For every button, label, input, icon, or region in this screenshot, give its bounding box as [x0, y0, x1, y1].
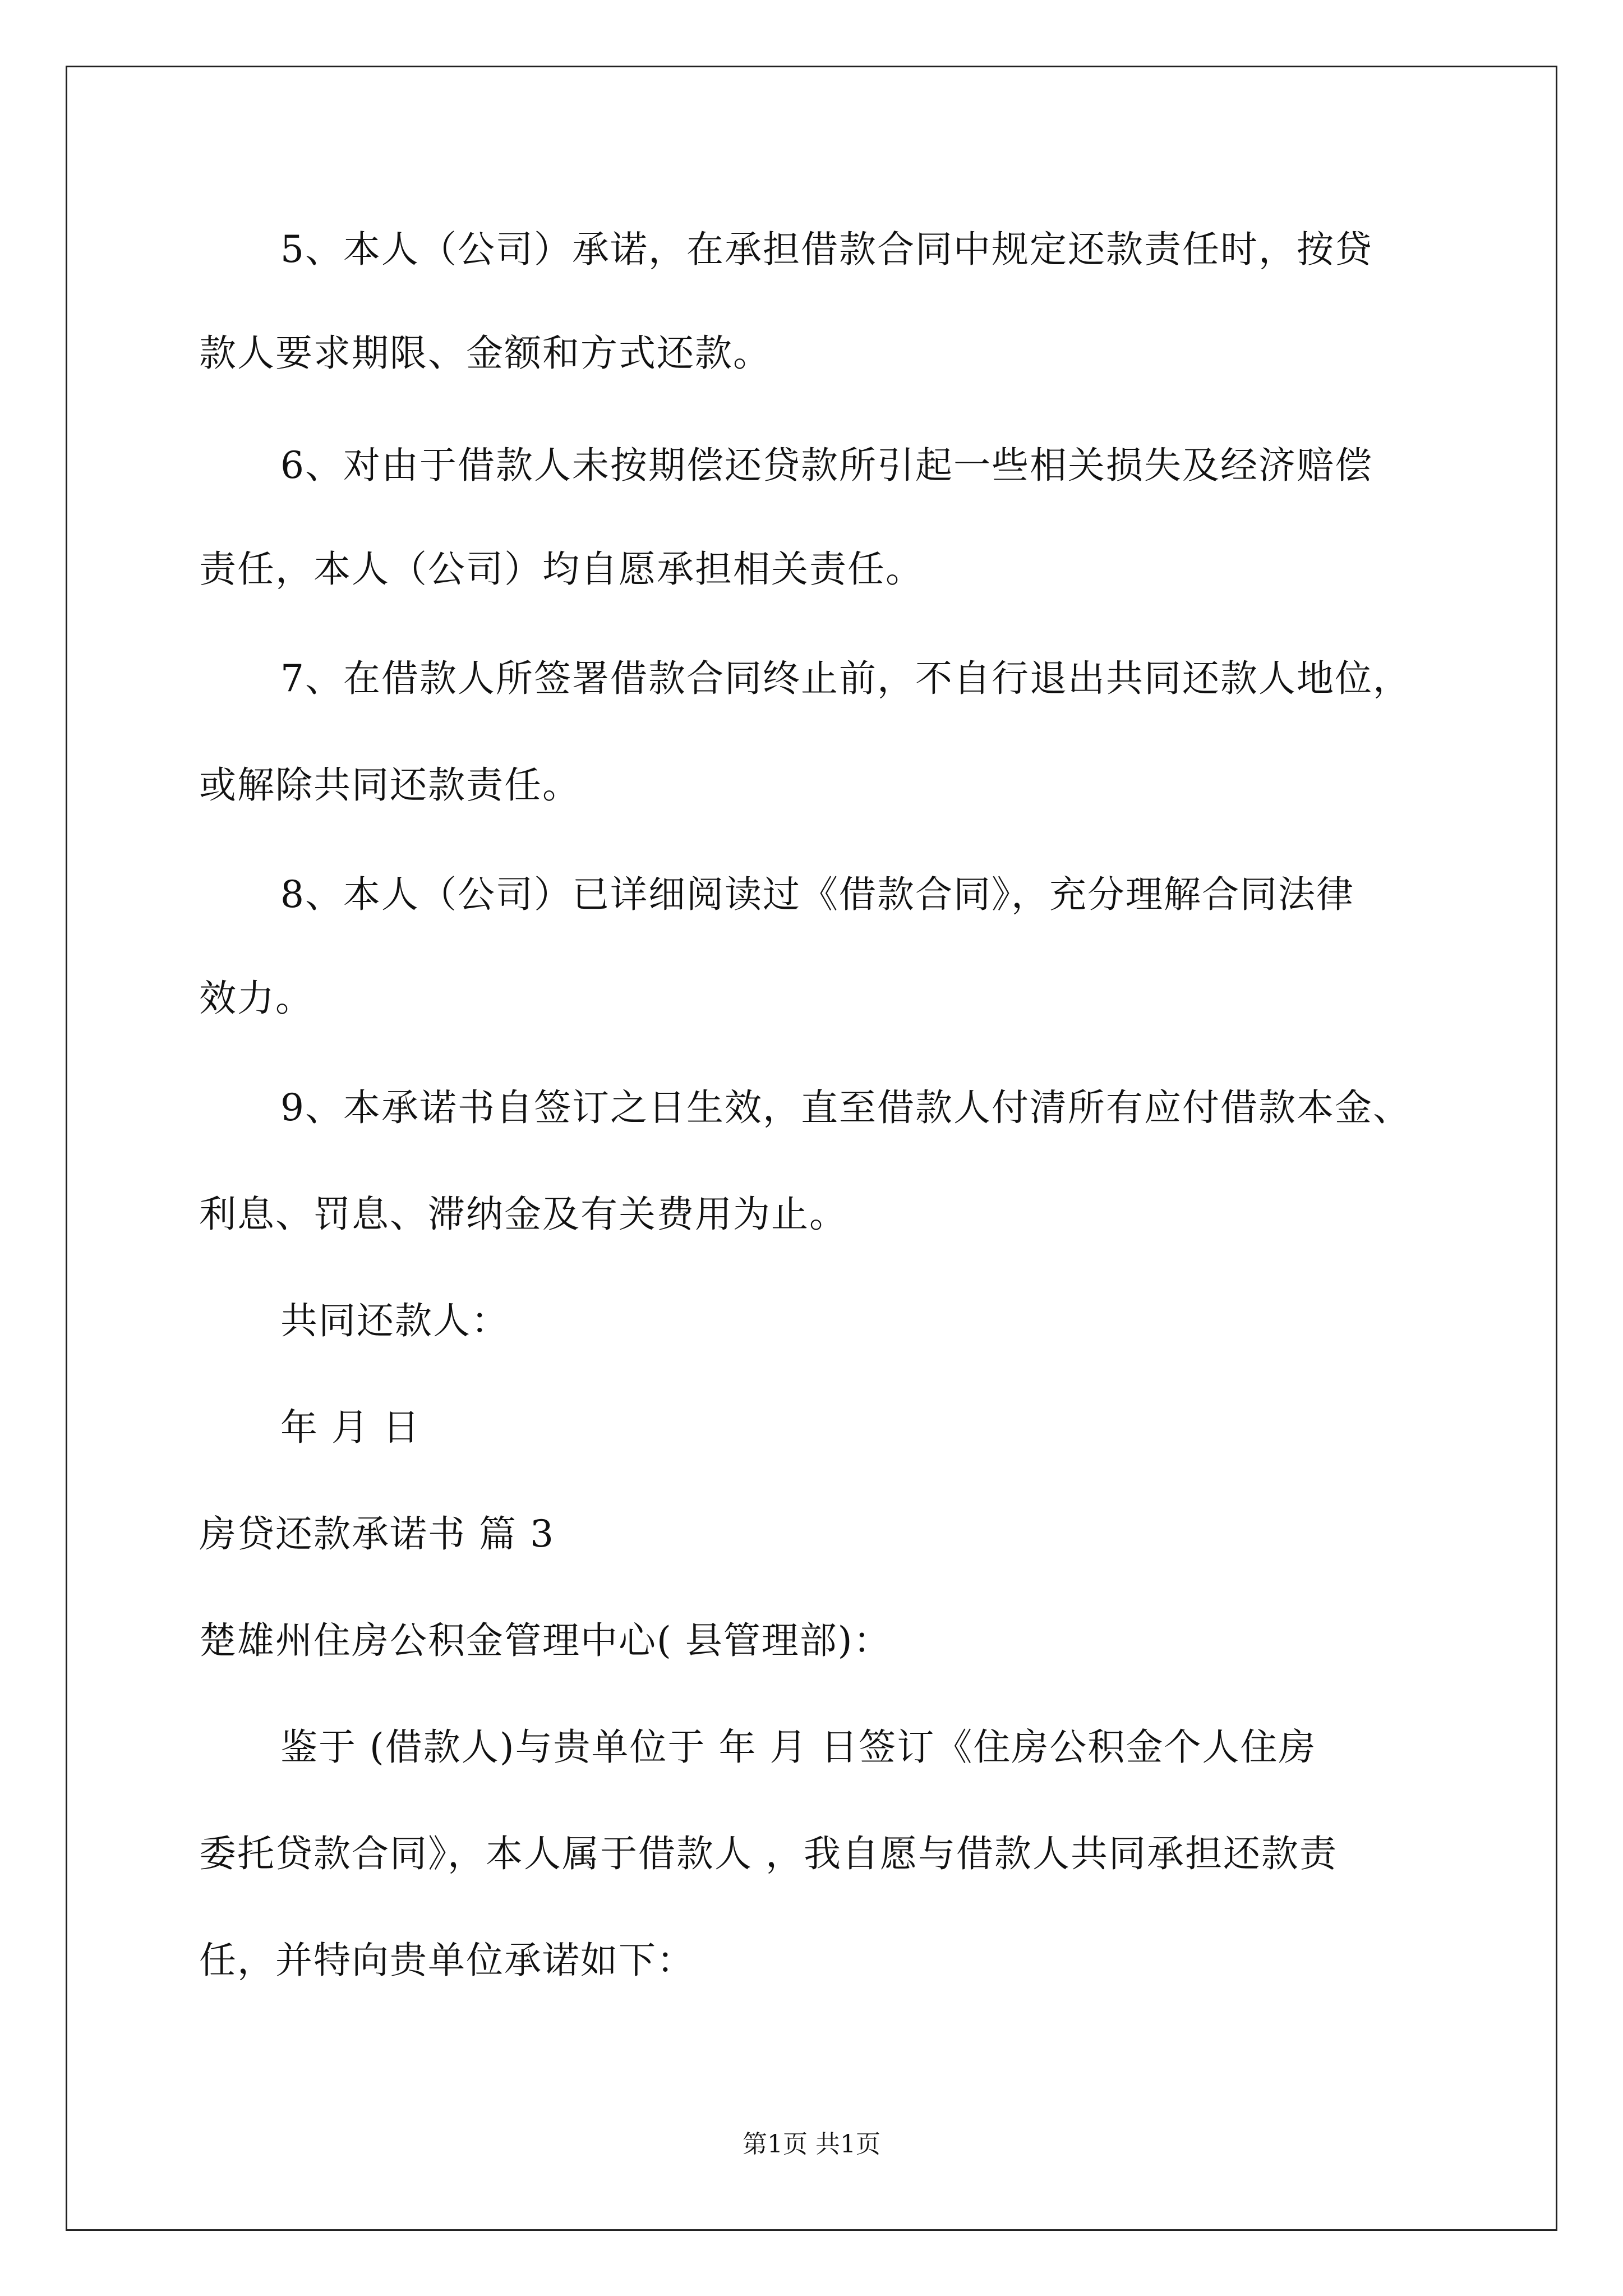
section-heading: 房贷还款承诺书 篇 3: [199, 1512, 555, 1556]
paragraph-5-line-1: 5、本人（公司）承诺，在承担借款合同中规定还款责任时，按贷: [280, 228, 1373, 271]
paragraph-6-line-2: 责任，本人（公司）均自愿承担相关责任。: [199, 547, 924, 591]
paragraph-8-line-2: 效力。: [199, 977, 313, 1020]
date-line: 年 月 日: [280, 1406, 421, 1449]
intro-line-1: 鉴于 (借款人)与贵单位于 年 月 日签订《住房公积金个人住房: [280, 1726, 1317, 1769]
paragraph-7-line-1: 7、在借款人所签署借款合同终止前，不自行退出共同还款人地位，: [280, 657, 1411, 700]
paragraph-9-line-1: 9、本承诺书自签订之日生效，直至借款人付清所有应付借款本金、: [280, 1086, 1411, 1129]
paragraph-5-line-2: 款人要求期限、金额和方式还款。: [199, 332, 771, 375]
co-repayer-label: 共同还款人：: [280, 1299, 509, 1342]
paragraph-8-line-1: 8、本人（公司）已详细阅读过《借款合同》，充分理解合同法律: [280, 873, 1354, 916]
paragraph-7-line-2: 或解除共同还款责任。: [199, 763, 580, 807]
paragraph-9-line-2: 利息、罚息、滞纳金及有关费用为止。: [199, 1193, 847, 1236]
paragraph-6-line-1: 6、对由于借款人未按期偿还贷款所引起一些相关损失及经济赔偿: [280, 444, 1373, 487]
intro-line-3: 任，并特向贵单位承诺如下：: [199, 1939, 695, 1982]
page-footer: 第1页 共1页: [743, 2130, 880, 2159]
page-border: [66, 66, 1557, 2231]
intro-line-2: 委托贷款合同》，本人属于借款人 ，我自愿与借款人共同承担还款责: [199, 1832, 1338, 1875]
addressee-line: 楚雄州住房公积金管理中心( 县管理部)：: [199, 1619, 892, 1662]
